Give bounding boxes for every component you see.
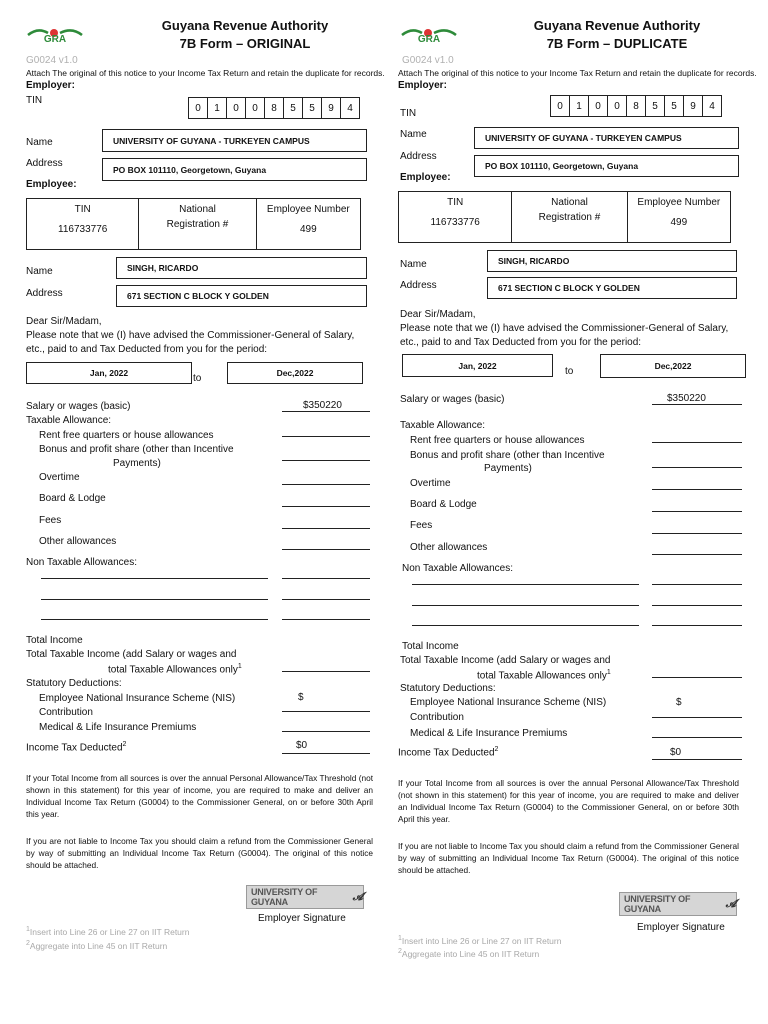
nis-label-1: Employee National Insurance Scheme (NIS) <box>410 697 607 708</box>
employee-address-field <box>116 285 367 307</box>
tin-digit-box: 5 <box>664 95 684 117</box>
salary-label: Salary or wages (basic) <box>26 401 131 412</box>
total-taxable-label-1: Total Taxable Income (add Salary or wages and <box>26 649 237 660</box>
intro-line-2: etc., paid to and Tax Deducted from you for the period: <box>400 337 642 348</box>
employee-number-value: 499 <box>299 224 317 235</box>
form-original <box>10 0 385 1024</box>
intro-line-1: Please note that we (I) have advised the Commissioner-General of Salary, <box>26 330 355 341</box>
tin-digit-box: 8 <box>626 95 646 117</box>
salary-line <box>282 411 370 412</box>
tin-digit-box: 0 <box>607 95 627 117</box>
employee-name-value: SINGH, RICARDO <box>498 256 570 266</box>
nontaxable-heading: Non Taxable Allowances: <box>402 563 513 574</box>
employee-heading: Employee: <box>400 172 451 183</box>
income-tax-label: Income Tax Deducted$^2$ <box>26 741 127 754</box>
total-income-label: Total Income <box>26 635 83 646</box>
footnote-1: $^1$Insert into Line 26 or Line 27 on IIT Return <box>26 926 190 937</box>
employer-name-label: Name <box>400 129 427 140</box>
nis-label-2: Contribution <box>39 707 93 718</box>
nontaxable-desc-line <box>412 625 639 626</box>
employee-nrn-header-2: Registration # <box>166 219 229 230</box>
tin-digit-box: 1 <box>569 95 589 117</box>
nontaxable-amount-line <box>282 599 370 600</box>
employer-name-value: UNIVERSITY OF GUYANA - TURKEYEN CAMPUS <box>113 135 310 146</box>
employee-address-field <box>487 277 737 299</box>
tin-digit-box: 0 <box>588 95 608 117</box>
refund-paragraph: If you are not liable to Income Tax you should claim a refund from the Commissioner General by way of submitting an Individual Income Tax Return (G0004). The original of this notice should be attached. <box>26 836 373 870</box>
total-income-label: Total Income <box>402 641 459 652</box>
income-tax-value: $0 <box>296 740 308 751</box>
signature-label: Employer Signature <box>637 922 725 933</box>
footnote-1: $^1$Insert into Line 26 or Line 27 on IIT Return <box>398 935 562 946</box>
board-label: Board & Lodge <box>410 499 477 510</box>
nontaxable-desc-line <box>41 599 268 600</box>
signature-scrawl-icon: 𝓐 <box>352 890 363 903</box>
gra-logo <box>398 26 460 44</box>
employer-name-field <box>474 127 739 149</box>
attach-note: Attach The original of this notice to your Income Tax Return and retain the duplicate for records. <box>398 68 757 78</box>
signature-scrawl-icon: 𝓐 <box>725 897 736 910</box>
rent-line <box>282 436 370 437</box>
employee-name-label: Name <box>400 259 427 270</box>
employer-tin-label: TIN <box>400 108 417 119</box>
employee-number-cell <box>627 192 730 242</box>
filing-paragraph: If your Total Income from all sources is over the annual Personal Allowance/Tax Threshold (not shown in this statement) for this year of income, you are required to make and deliver an Individual Income Tax Return (G0004) to the Commissioner General, on or before 30th April this year. <box>26 773 373 819</box>
employee-number-header: Employee Number <box>266 204 350 215</box>
employee-nrn-header-2: Registration # <box>538 212 601 223</box>
other-line <box>652 554 742 555</box>
nontaxable-amount-line <box>652 625 742 626</box>
employer-name-label: Name <box>26 137 53 148</box>
signature-label: Employer Signature <box>258 913 346 924</box>
employee-nrn-cell <box>138 199 255 249</box>
employer-address-label: Address <box>400 151 437 162</box>
filing-paragraph: If your Total Income from all sources is over the annual Personal Allowance/Tax Threshold (not shown in this statement) for this year of income, you are required to make and deliver an Individual Income Tax Return (G0004) to the Commissioner General, on or before 30th April this year. <box>398 778 739 824</box>
statutory-heading: Statutory Deductions: <box>26 678 122 689</box>
employee-address-label: Address <box>26 288 63 299</box>
footnote-2: $^2$Aggregate into Line 45 on IIT Return <box>26 940 168 951</box>
period-from-value: Jan, 2022 <box>458 360 497 371</box>
employee-number-value: 499 <box>670 217 688 228</box>
salary-line <box>652 404 742 405</box>
tin-digit-box: 1 <box>207 97 227 119</box>
other-label: Other allowances <box>410 542 488 553</box>
salary-value: $350220 <box>667 393 706 404</box>
employee-tin-value: 116733776 <box>430 217 480 228</box>
employer-address-label: Address <box>26 158 63 169</box>
medical-label: Medical & Life Insurance Premiums <box>39 722 197 733</box>
rent-line <box>652 442 742 443</box>
other-line <box>282 549 370 550</box>
overtime-line <box>652 489 742 490</box>
rent-label: Rent free quarters or house allowances <box>410 435 585 446</box>
employee-tin-cell <box>399 192 511 242</box>
employee-tin-header: TIN <box>447 197 464 208</box>
income-tax-label: Income Tax Deducted$^2$ <box>398 746 499 759</box>
period-from-field <box>402 354 553 377</box>
fees-line <box>282 528 370 529</box>
period-to-label: to <box>193 373 202 384</box>
nontaxable-desc-line <box>41 619 268 620</box>
org-name: Guyana Revenue Authority <box>161 18 329 33</box>
period-from-value: Jan, 2022 <box>89 368 129 378</box>
board-line <box>282 506 370 507</box>
nis-label-1: Employee National Insurance Scheme (NIS) <box>39 693 236 704</box>
overtime-label: Overtime <box>410 478 451 489</box>
nontaxable-desc-line <box>412 584 639 585</box>
tin-digit-box: 0 <box>226 97 246 119</box>
nontaxable-heading: Non Taxable Allowances: <box>26 557 137 568</box>
tin-digit-box: 0 <box>245 97 265 119</box>
svg-text:GRA: GRA <box>417 34 441 44</box>
intro-line-2: etc., paid to and Tax Deducted from you for the period: <box>26 344 268 355</box>
total-taxable-label-1: Total Taxable Income (add Salary or wages and <box>400 655 611 666</box>
employer-address-field <box>474 155 739 177</box>
intro-line-1: Please note that we (I) have advised the Commissioner-General of Salary, <box>400 323 729 334</box>
bonus-label-2: Payments) <box>113 458 161 469</box>
statutory-heading: Statutory Deductions: <box>400 683 496 694</box>
tin-digit-box: 5 <box>302 97 322 119</box>
tin-digit-box: 9 <box>321 97 341 119</box>
attach-note: Attach The original of this notice to your Income Tax Return and retain the duplicate for records. <box>26 68 385 78</box>
medical-line <box>282 731 370 732</box>
total-taxable-label-2: total Taxable Allowances only$^1$ <box>477 669 611 682</box>
employee-name-label: Name <box>26 266 53 277</box>
form-title: 7B Form – ORIGINAL <box>179 36 311 51</box>
employer-address-value: PO BOX 101110, Georgetown, Guyana <box>485 161 639 171</box>
tin-digit-box: 8 <box>264 97 284 119</box>
tin-digit-box: 9 <box>683 95 703 117</box>
fees-label: Fees <box>410 520 433 531</box>
employee-heading: Employee: <box>26 179 77 190</box>
other-label: Other allowances <box>39 536 117 547</box>
employee-number-header: Employee Number <box>637 197 721 208</box>
taxable-heading: Taxable Allowance: <box>400 420 486 431</box>
form-version: G0024 v1.0 <box>26 55 78 66</box>
salutation: Dear Sir/Madam, <box>400 309 476 320</box>
total-taxable-label-2: total Taxable Allowances only$^1$ <box>108 663 242 676</box>
nontaxable-desc-line <box>41 578 268 579</box>
salary-label: Salary or wages (basic) <box>400 394 505 405</box>
employer-tin-boxes <box>189 97 360 119</box>
medical-label: Medical & Life Insurance Premiums <box>410 728 568 739</box>
employee-address-value: 671 SECTION C BLOCK Y GOLDEN <box>498 283 640 293</box>
board-line <box>652 511 742 512</box>
tin-digit-box: 0 <box>550 95 570 117</box>
nontaxable-amount-line <box>652 605 742 606</box>
nontaxable-desc-line <box>412 605 639 606</box>
org-name: Guyana Revenue Authority <box>533 18 701 33</box>
tin-digit-box: 0 <box>188 97 208 119</box>
fees-line <box>652 533 742 534</box>
period-to-value: Dec,2022 <box>276 368 314 378</box>
income-tax-line <box>282 753 370 754</box>
rent-label: Rent free quarters or house allowances <box>39 430 214 441</box>
period-to-field <box>227 362 363 384</box>
nis-value: $ <box>676 697 682 708</box>
employer-heading: Employer: <box>26 80 75 91</box>
overtime-label: Overtime <box>39 472 80 483</box>
bonus-line <box>652 467 742 468</box>
period-to-value: Dec,2022 <box>654 361 692 371</box>
employee-number-cell <box>256 199 360 249</box>
nis-line <box>652 717 742 718</box>
overtime-line <box>282 484 370 485</box>
employee-address-value: 671 SECTION C BLOCK Y GOLDEN <box>127 291 269 301</box>
salary-value: $350220 <box>303 400 342 411</box>
employee-tin-cell <box>27 199 138 249</box>
employer-name-value: UNIVERSITY OF GUYANA - TURKEYEN CAMPUS <box>485 133 682 143</box>
form-duplicate <box>384 0 757 1024</box>
employer-tin-label: TIN <box>26 95 43 106</box>
bonus-line <box>282 460 370 461</box>
refund-paragraph: If you are not liable to Income Tax you should claim a refund from the Commissioner General by way of submitting an Individual Income Tax Return (G0004). The original of this notice should be attached. <box>398 841 739 875</box>
bonus-label-1: Bonus and profit share (other than Incentive <box>410 450 605 461</box>
employee-address-label: Address <box>400 280 437 291</box>
signature-stamp <box>619 892 737 916</box>
board-label: Board & Lodge <box>39 493 106 504</box>
period-from-field <box>26 362 192 384</box>
employee-id-table <box>26 198 361 250</box>
employer-address-field <box>102 158 367 181</box>
employee-nrn-header-1: National <box>179 204 216 215</box>
employer-address-value: PO BOX 101110, Georgetown, Guyana <box>113 164 267 175</box>
employee-nrn-cell <box>511 192 626 242</box>
stamp-text: UNIVERSITY OF GUYANA <box>624 894 691 914</box>
signature-stamp <box>246 885 364 909</box>
employee-name-field <box>487 250 737 272</box>
tin-digit-box: 4 <box>702 95 722 117</box>
employee-tin-header: TIN <box>74 204 91 215</box>
period-to-field <box>600 354 746 378</box>
tin-digit-box: 4 <box>340 97 360 119</box>
employee-id-table <box>398 191 731 243</box>
bonus-label-1: Bonus and profit share (other than Incentive <box>39 444 234 455</box>
fees-label: Fees <box>39 515 62 526</box>
nis-line <box>282 711 370 712</box>
total-taxable-line <box>282 671 370 672</box>
form-version: G0024 v1.0 <box>402 55 454 66</box>
nis-label-2: Contribution <box>410 712 464 723</box>
nontaxable-amount-line <box>652 584 742 585</box>
income-tax-line <box>652 759 742 760</box>
income-tax-value: $0 <box>670 747 682 758</box>
employer-tin-boxes <box>551 95 722 117</box>
employee-nrn-header-1: National <box>551 197 588 208</box>
employee-name-value: SINGH, RICARDO <box>127 263 199 273</box>
nontaxable-amount-line <box>282 578 370 579</box>
salutation: Dear Sir/Madam, <box>26 316 102 327</box>
employer-name-field <box>102 129 367 152</box>
nontaxable-amount-line <box>282 619 370 620</box>
medical-line <box>652 737 742 738</box>
employee-name-field <box>116 257 367 279</box>
tin-digit-box: 5 <box>645 95 665 117</box>
stamp-text: UNIVERSITY OF GUYANA <box>251 887 318 907</box>
employee-tin-value: 116733776 <box>58 224 108 235</box>
footnote-2: $^2$Aggregate into Line 45 on IIT Return <box>398 948 540 959</box>
tin-digit-box: 5 <box>283 97 303 119</box>
form-title: 7B Form – DUPLICATE <box>546 36 688 51</box>
period-to-label: to <box>565 366 574 377</box>
gra-logo <box>24 26 86 44</box>
employer-heading: Employer: <box>398 80 447 91</box>
svg-text:GRA: GRA <box>43 34 67 44</box>
total-taxable-line <box>652 677 742 678</box>
bonus-label-2: Payments) <box>484 463 532 474</box>
taxable-heading: Taxable Allowance: <box>26 415 112 426</box>
nis-value: $ <box>298 692 304 703</box>
